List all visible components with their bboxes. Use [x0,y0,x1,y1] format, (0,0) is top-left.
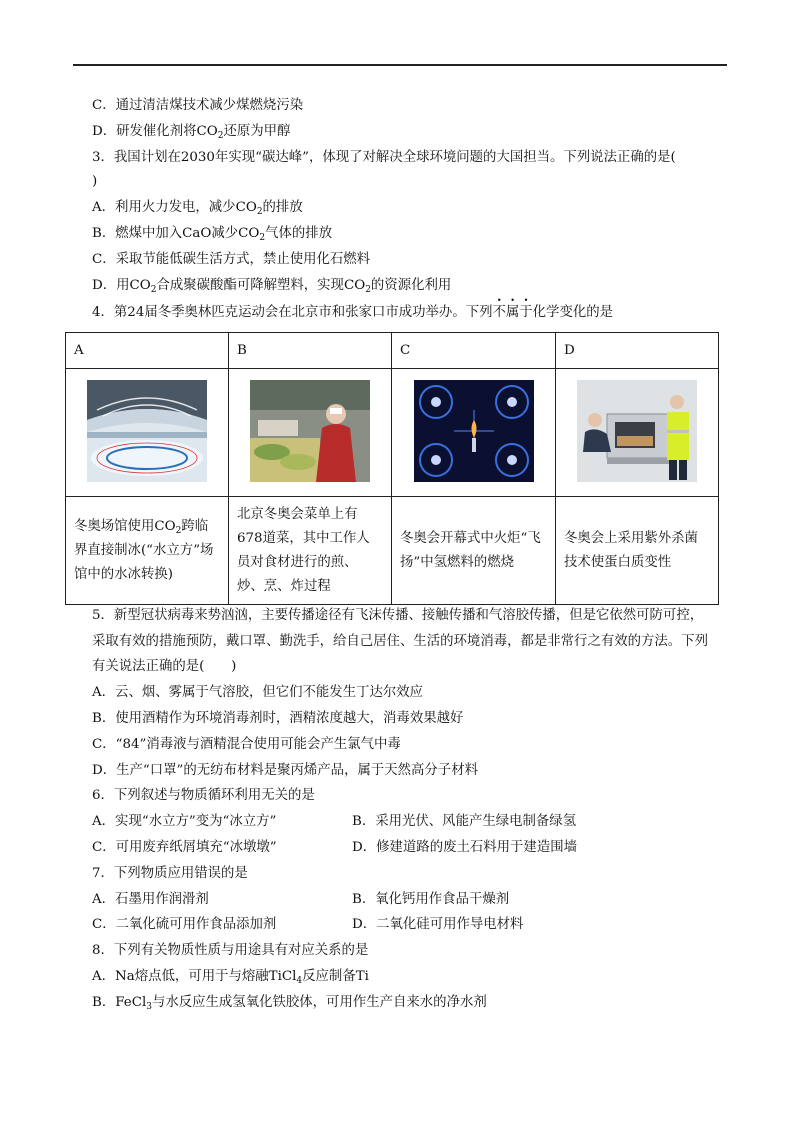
table-header-c: C [392,333,556,369]
header-rule [73,64,727,66]
table-header-d: D [556,333,719,369]
q3-option-c: C．采取节能低碳生活方式，禁止使用化石燃料 [92,252,371,267]
option-d-text: 冬奥会上采用紫外杀菌技术使蛋白质变性 [556,497,719,605]
q7-stem: 7．下列物质应用错误的是 [92,866,248,881]
table-header-a: A [66,333,229,369]
q7-option-a: A．石墨用作润滑剂 [92,892,209,907]
emphasis-char: 于 [519,305,533,320]
uv-disinfection-photo [577,380,697,482]
q3-option-a: A．利用火力发电，减少$CO_2$的排放 [92,200,303,217]
q7-option-c: C．二氧化硫可用作食品添加剂 [92,917,277,932]
q4-options-table [65,332,719,605]
option-a-text: 冬奥场馆使用$CO_2$跨临界直接制冰(“水立方”场馆中的水冰转换) [66,497,229,605]
q2-option-c: C．通过清洁煤技术减少煤燃烧污染 [92,98,304,113]
table-header-b: B [229,333,392,369]
q5-option-d: D．生产“口罩”的无纺布材料是聚丙烯产品，属于天然高分子材料 [92,763,478,778]
q5-option-b: B．使用酒精作为环境消毒剂时，酒精浓度越大，消毒效果越好 [92,711,464,726]
emphasis-char: 不 [492,305,506,320]
q8-option-a: A．Na熔点低，可用于与熔融TiCl$_4$反应制备Ti [92,969,369,986]
q3-stem-line1: 3．我国计划在2030年实现“碳达峰”，体现了对解决全球环境问题的大国担当。下列说法正确的是( [92,150,676,165]
q8-option-b: B．FeCl$_3$与水反应生成氢氧化铁胶体，可用作生产自来水的净水剂 [92,995,487,1012]
option-b-text: 北京冬奥会菜单上有678道菜，其中工作人员对食材进行的煎、炒、烹、炸过程 [229,497,392,605]
q5-stem-line1: 5．新型冠状病毒来势汹汹，主要传播途径有飞沫传播、接触传播和气溶胶传播，但是它依然可防可控， [92,608,704,623]
emphasis-char: 属 [505,305,520,320]
q6-option-a: A．实现“水立方”变为“冰立方” [92,814,277,829]
q4-stem: 4．第24届冬季奥林匹克运动会在北京市和张家口市成功举办。下列不属于化学变化的是 [92,303,613,323]
q5-option-c: C．“84”消毒液与酒精混合使用可能会产生氯气中毒 [92,737,401,752]
food-counter-photo [250,380,370,482]
q7-option-b: B．氧化钙用作食品干燥剂 [352,892,510,907]
q6-option-b: B．采用光伏、风能产生绿电制备绿氢 [352,814,577,829]
q6-option-c: C．可用废弃纸屑填充“冰墩墩” [92,840,277,855]
q6-option-d: D．修建道路的废土石料用于建造围墙 [352,840,577,855]
option-c-text: 冬奥会开幕式中火炬“飞扬”中氢燃料的燃烧 [392,497,556,605]
q7-option-d: D．二氧化硅可用作导电材料 [352,917,524,932]
q2-option-d: D．研发催化剂将$CO_2$还原为甲醇 [92,124,291,141]
q3-option-b: B．燃煤中加入CaO减少$CO_2$气体的排放 [92,226,333,243]
q3-option-d: D．用$CO_2$合成聚碳酸酯可降解塑料，实现$CO_2$的资源化利用 [92,278,452,295]
torch-snowflake-photo [414,380,534,482]
q5-stem-line2: 采取有效的措施预防，戴口罩、勤洗手，给自己居住、生活的环境消毒，都是非常行之有效的方法。下列 [92,634,708,649]
q5-option-a: A．云、烟、雾属于气溶胶，但它们不能发生丁达尔效应 [92,685,424,700]
ice-arena-photo [87,380,207,482]
q5-stem-line3: 有关说法正确的是( ) [92,659,237,674]
q6-stem: 6．下列叙述与物质循环利用无关的是 [92,788,315,803]
q8-stem: 8．下列有关物质性质与用途具有对应关系的是 [92,943,369,958]
q3-stem-line2: ) [92,174,98,189]
